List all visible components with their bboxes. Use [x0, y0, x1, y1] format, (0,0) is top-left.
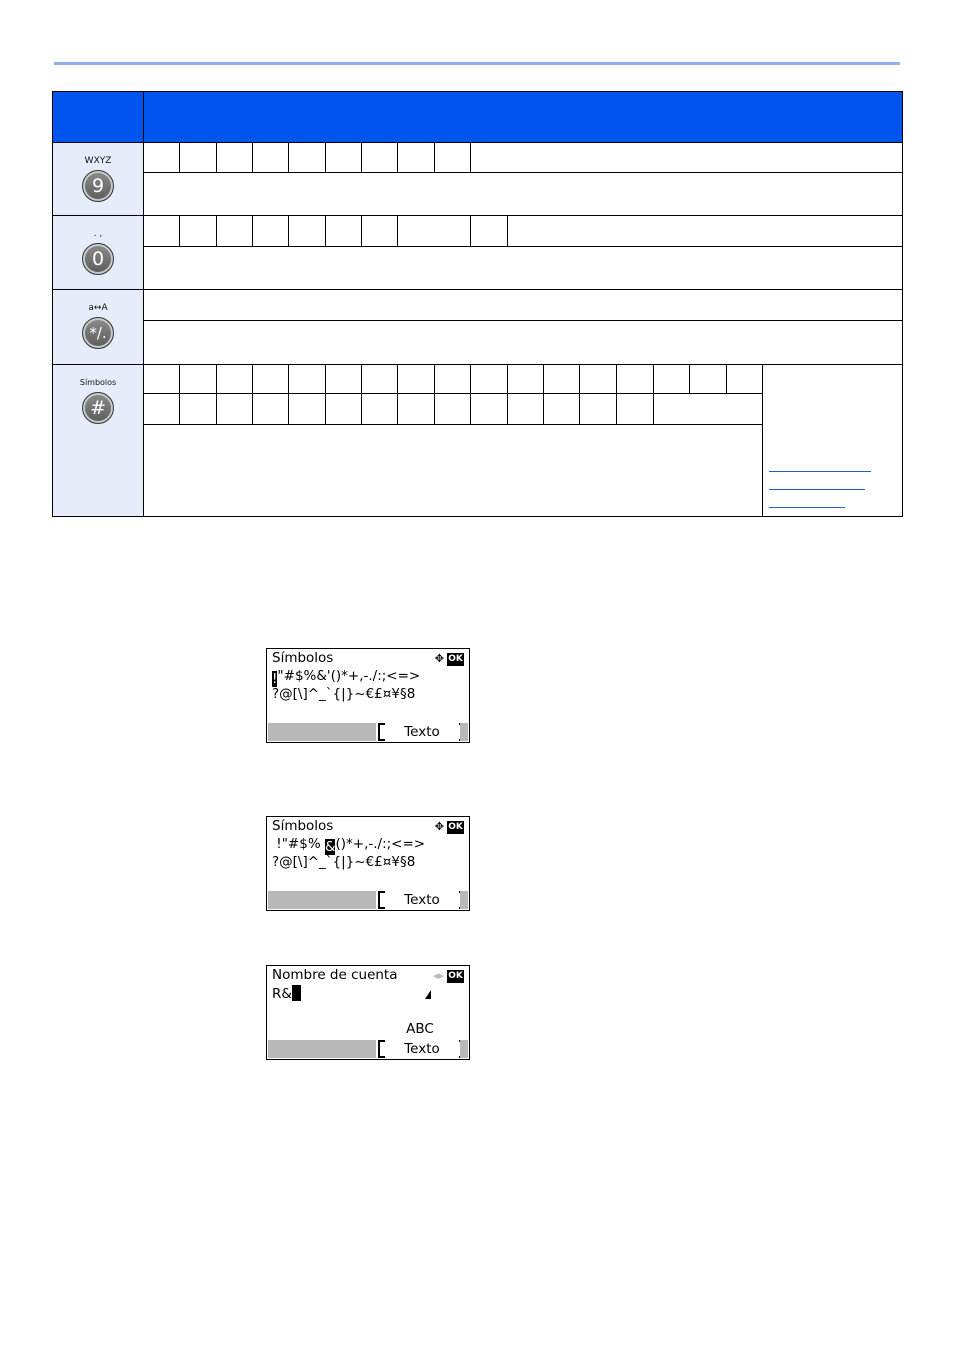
char-cell: [217, 143, 253, 173]
key-0-icon: 0: [82, 243, 114, 275]
key-0-cell: [53, 216, 144, 290]
key-9-note-row: [53, 173, 903, 216]
char-cell: [326, 143, 362, 173]
lcd-screen-symbols-2: [266, 816, 470, 911]
char-cell: [289, 394, 326, 425]
symbol-row-2: ?@[\]^_`{|}~€£¤¥§8: [272, 854, 416, 870]
ok-icon: OK: [448, 821, 463, 832]
char-cell: [217, 216, 253, 247]
key-hash-cell: [53, 365, 144, 517]
char-cell: [580, 365, 617, 394]
key-hash-label: Símbolos: [79, 378, 117, 387]
lcd-screen-account-name: [266, 965, 470, 1060]
char-cell: [144, 365, 180, 394]
char-cell-wide: [398, 216, 471, 247]
reference-link[interactable]: [769, 471, 871, 472]
header-characters-column: [144, 92, 903, 143]
char-cell: [326, 216, 362, 247]
symbol-row-1: [272, 668, 420, 685]
softkey-bar-right: [460, 891, 468, 909]
char-cell: [435, 143, 471, 173]
key-9-label: WXYZ: [84, 156, 112, 166]
key-0-label: . ,: [93, 229, 103, 239]
char-cell: [144, 394, 180, 425]
char-cell: [508, 394, 544, 425]
key-9-icon: 9: [82, 170, 114, 202]
char-cell: [617, 394, 653, 425]
input-level-icon: [425, 990, 431, 999]
char-cell: [544, 365, 580, 394]
char-cell: [362, 216, 398, 247]
char-cell: [180, 365, 217, 394]
key-star-note-row: [53, 321, 903, 365]
entered-text: [272, 985, 301, 1002]
char-cell: [253, 216, 289, 247]
char-cell: [544, 394, 580, 425]
table-header-row: [53, 92, 903, 143]
key-star-cell: [53, 290, 144, 365]
top-rule: [54, 62, 900, 65]
char-cell: [362, 394, 398, 425]
char-cell: [217, 394, 253, 425]
char-cell: [217, 365, 253, 394]
symbols-key-icon: #: [82, 392, 114, 424]
key-star-label: a↔A: [88, 303, 108, 313]
key-character-table: [52, 91, 903, 517]
softkey-texto[interactable]: Texto: [378, 723, 466, 741]
symbols-after-cursor: ()*+,-./:;<=>: [335, 836, 426, 852]
char-cell: [362, 365, 398, 394]
softkey-bar-left: [268, 723, 376, 741]
screen-title: Símbolos: [272, 650, 334, 666]
softkey-bar-right: [460, 1040, 468, 1058]
char-cell-blank: [653, 394, 762, 425]
char-cell: [508, 365, 544, 394]
text-cursor: [292, 985, 301, 1001]
char-cell: [144, 216, 180, 247]
key-hash-note: [144, 425, 763, 517]
char-cell: [617, 365, 653, 394]
char-cell: [253, 394, 289, 425]
text-cursor: &: [324, 839, 336, 855]
char-cell-blank: [508, 216, 903, 247]
char-cell: [180, 143, 217, 173]
screen-status-icons: [435, 820, 464, 834]
header-key-column: [53, 92, 144, 143]
char-cell: [253, 365, 289, 394]
char-cell: [580, 394, 617, 425]
char-cell: [362, 143, 398, 173]
char-cell: [326, 394, 362, 425]
char-cell: [253, 143, 289, 173]
char-cell: [144, 143, 180, 173]
key-star-chars: [144, 290, 903, 321]
char-cell: [471, 216, 508, 247]
key-hash-row: [53, 365, 903, 394]
case-toggle-key-icon: */.: [82, 317, 114, 349]
reference-link[interactable]: [769, 507, 845, 508]
char-cell: [435, 365, 471, 394]
key-0-note: [144, 247, 903, 290]
lcd-screen-symbols-1: [266, 648, 470, 743]
navigation-arrows-icon: ✥: [434, 652, 444, 665]
char-cell: [180, 394, 217, 425]
char-cell-blank: [471, 143, 903, 173]
ok-icon: OK: [448, 653, 463, 664]
softkey-texto[interactable]: Texto: [378, 891, 466, 909]
navigation-arrows-icon: ✥: [434, 820, 444, 833]
key-star-note: [144, 321, 903, 365]
key-0-row: [53, 216, 903, 247]
navigation-arrows-icon: ◂▸: [432, 969, 444, 982]
input-mode: ABC: [406, 1021, 434, 1037]
screen-title: Nombre de cuenta: [272, 967, 398, 983]
char-cell: [689, 365, 726, 394]
char-cell: [289, 216, 326, 247]
char-cell: [180, 216, 217, 247]
symbols-before-cursor: !"#$%: [272, 836, 325, 852]
key-9-note: [144, 173, 903, 216]
char-cell: [289, 143, 326, 173]
char-cell: [398, 365, 435, 394]
screen-status-icons: [435, 652, 464, 666]
char-cell: [471, 365, 508, 394]
key-9-row: [53, 143, 903, 173]
symbols-reference-cell: [762, 365, 902, 517]
key-9-cell: [53, 143, 144, 216]
char-cell: [435, 394, 471, 425]
text-cursor: !: [272, 671, 278, 687]
char-cell: [398, 143, 435, 173]
softkey-bar-left: [268, 1040, 376, 1058]
symbols-after-cursor: "#$%&'()*+,-./:;<=>: [277, 668, 421, 684]
symbol-row-2: ?@[\]^_`{|}~€£¤¥§8: [272, 686, 416, 702]
softkey-bar-left: [268, 891, 376, 909]
softkey-bar-right: [460, 723, 468, 741]
key-0-note-row: [53, 247, 903, 290]
char-cell: [471, 394, 508, 425]
char-cell: [398, 394, 435, 425]
symbol-row-1: [272, 836, 425, 853]
char-cell: [326, 365, 362, 394]
key-star-row: [53, 290, 903, 321]
char-cell: [289, 365, 326, 394]
char-cell: [726, 365, 762, 394]
ok-icon: OK: [448, 970, 463, 981]
reference-link[interactable]: [769, 489, 865, 490]
softkey-texto[interactable]: Texto: [378, 1040, 466, 1058]
entered-value: R&: [272, 986, 292, 1002]
screen-title: Símbolos: [272, 818, 334, 834]
char-cell: [653, 365, 689, 394]
screen-status-icons: [433, 969, 464, 983]
